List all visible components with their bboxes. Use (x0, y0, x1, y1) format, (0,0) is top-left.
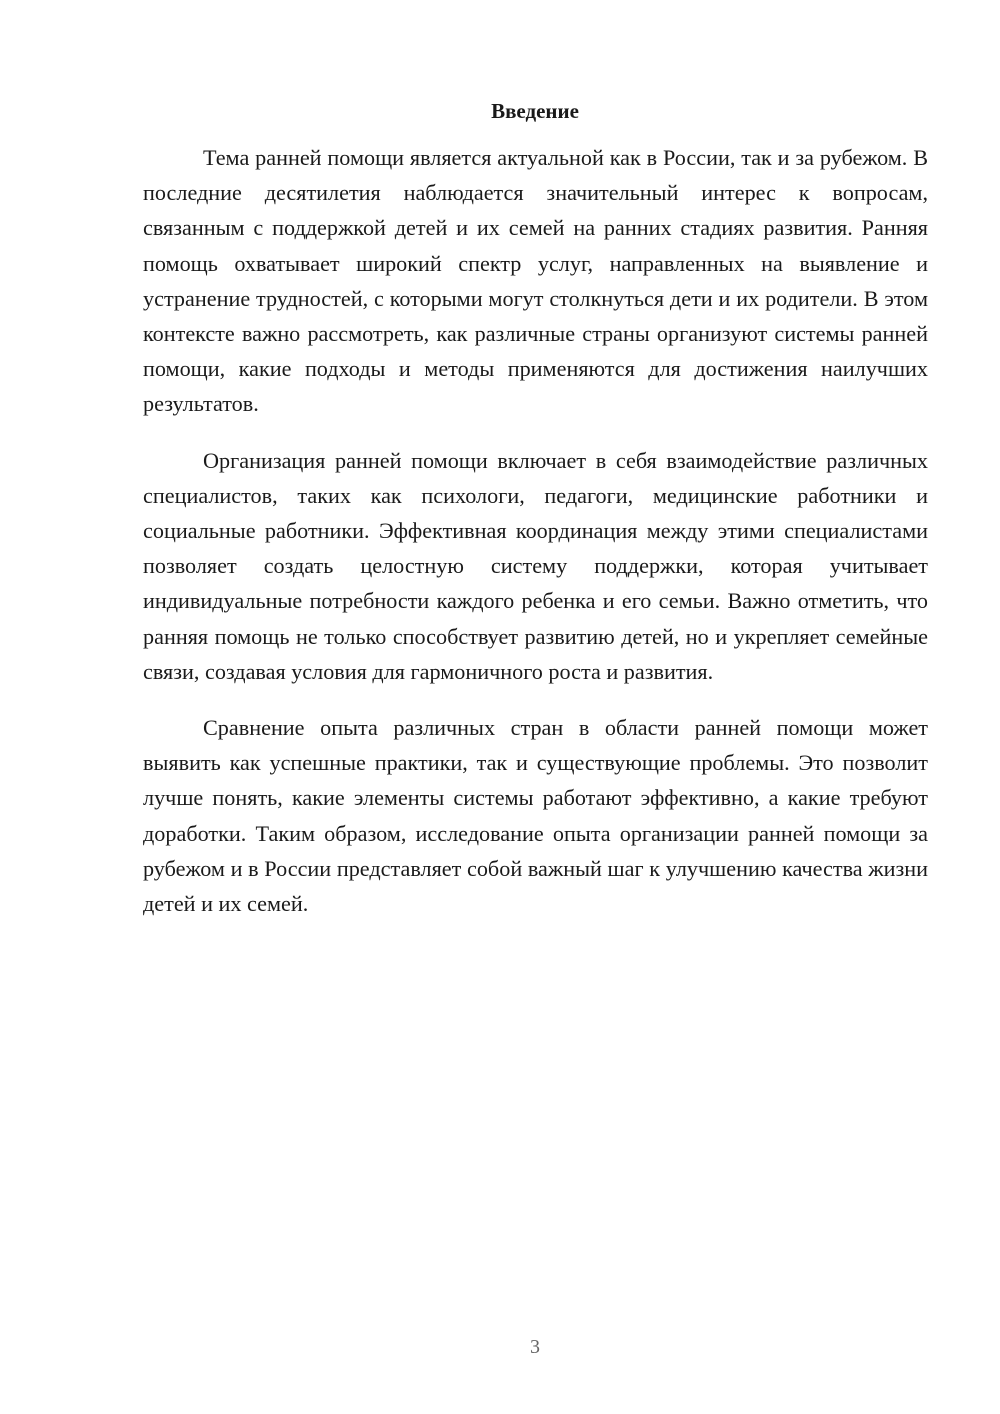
paragraph-1: Тема ранней помощи является актуальной как в России, так и за рубежом. В последние десятилетия наблюдается значительный интерес к вопросам, связанным с поддержкой детей и их семей на ранних стадиях развития. Ранняя помощь охватывает широкий спектр услуг, направленных на выявление и устранение трудностей, с которыми могут столкнуться дети и их родители. В этом контексте важно рассмотреть, как различные страны организуют системы ранней помощи, какие подходы и методы применяются для достижения наилучших результатов. (143, 145, 928, 417)
page-title: Введение (491, 99, 579, 123)
paragraph-2: Организация ранней помощи включает в себя взаимодействие различных специалистов, таких как психологи, педагоги, медицинские работники и социальные работники. Эффективная координация между этими специалистами позволяет создать целостную систему поддержки, которая учитывает индивидуальные потребности каждого ребенка и его семьи. Важно отметить, что ранняя помощь не только способствует развитию детей, но и укрепляет семейные связи, создавая условия для гармоничного роста и развития. (143, 447, 928, 684)
paragraph-3: Сравнение опыта различных стран в области ранней помощи может выявить как успешные практики, так и существующие проблемы. Это позволит лучше понять, какие элементы системы работают эффективно, а какие требуют доработки. Таким образом, исследование опыта организации ранней помощи за рубежом и в России представляет собой важный шаг к улучшению качества жизни детей и их семей. (143, 715, 928, 917)
document-body (143, 140, 928, 942)
page-number: 3 (530, 1336, 540, 1358)
